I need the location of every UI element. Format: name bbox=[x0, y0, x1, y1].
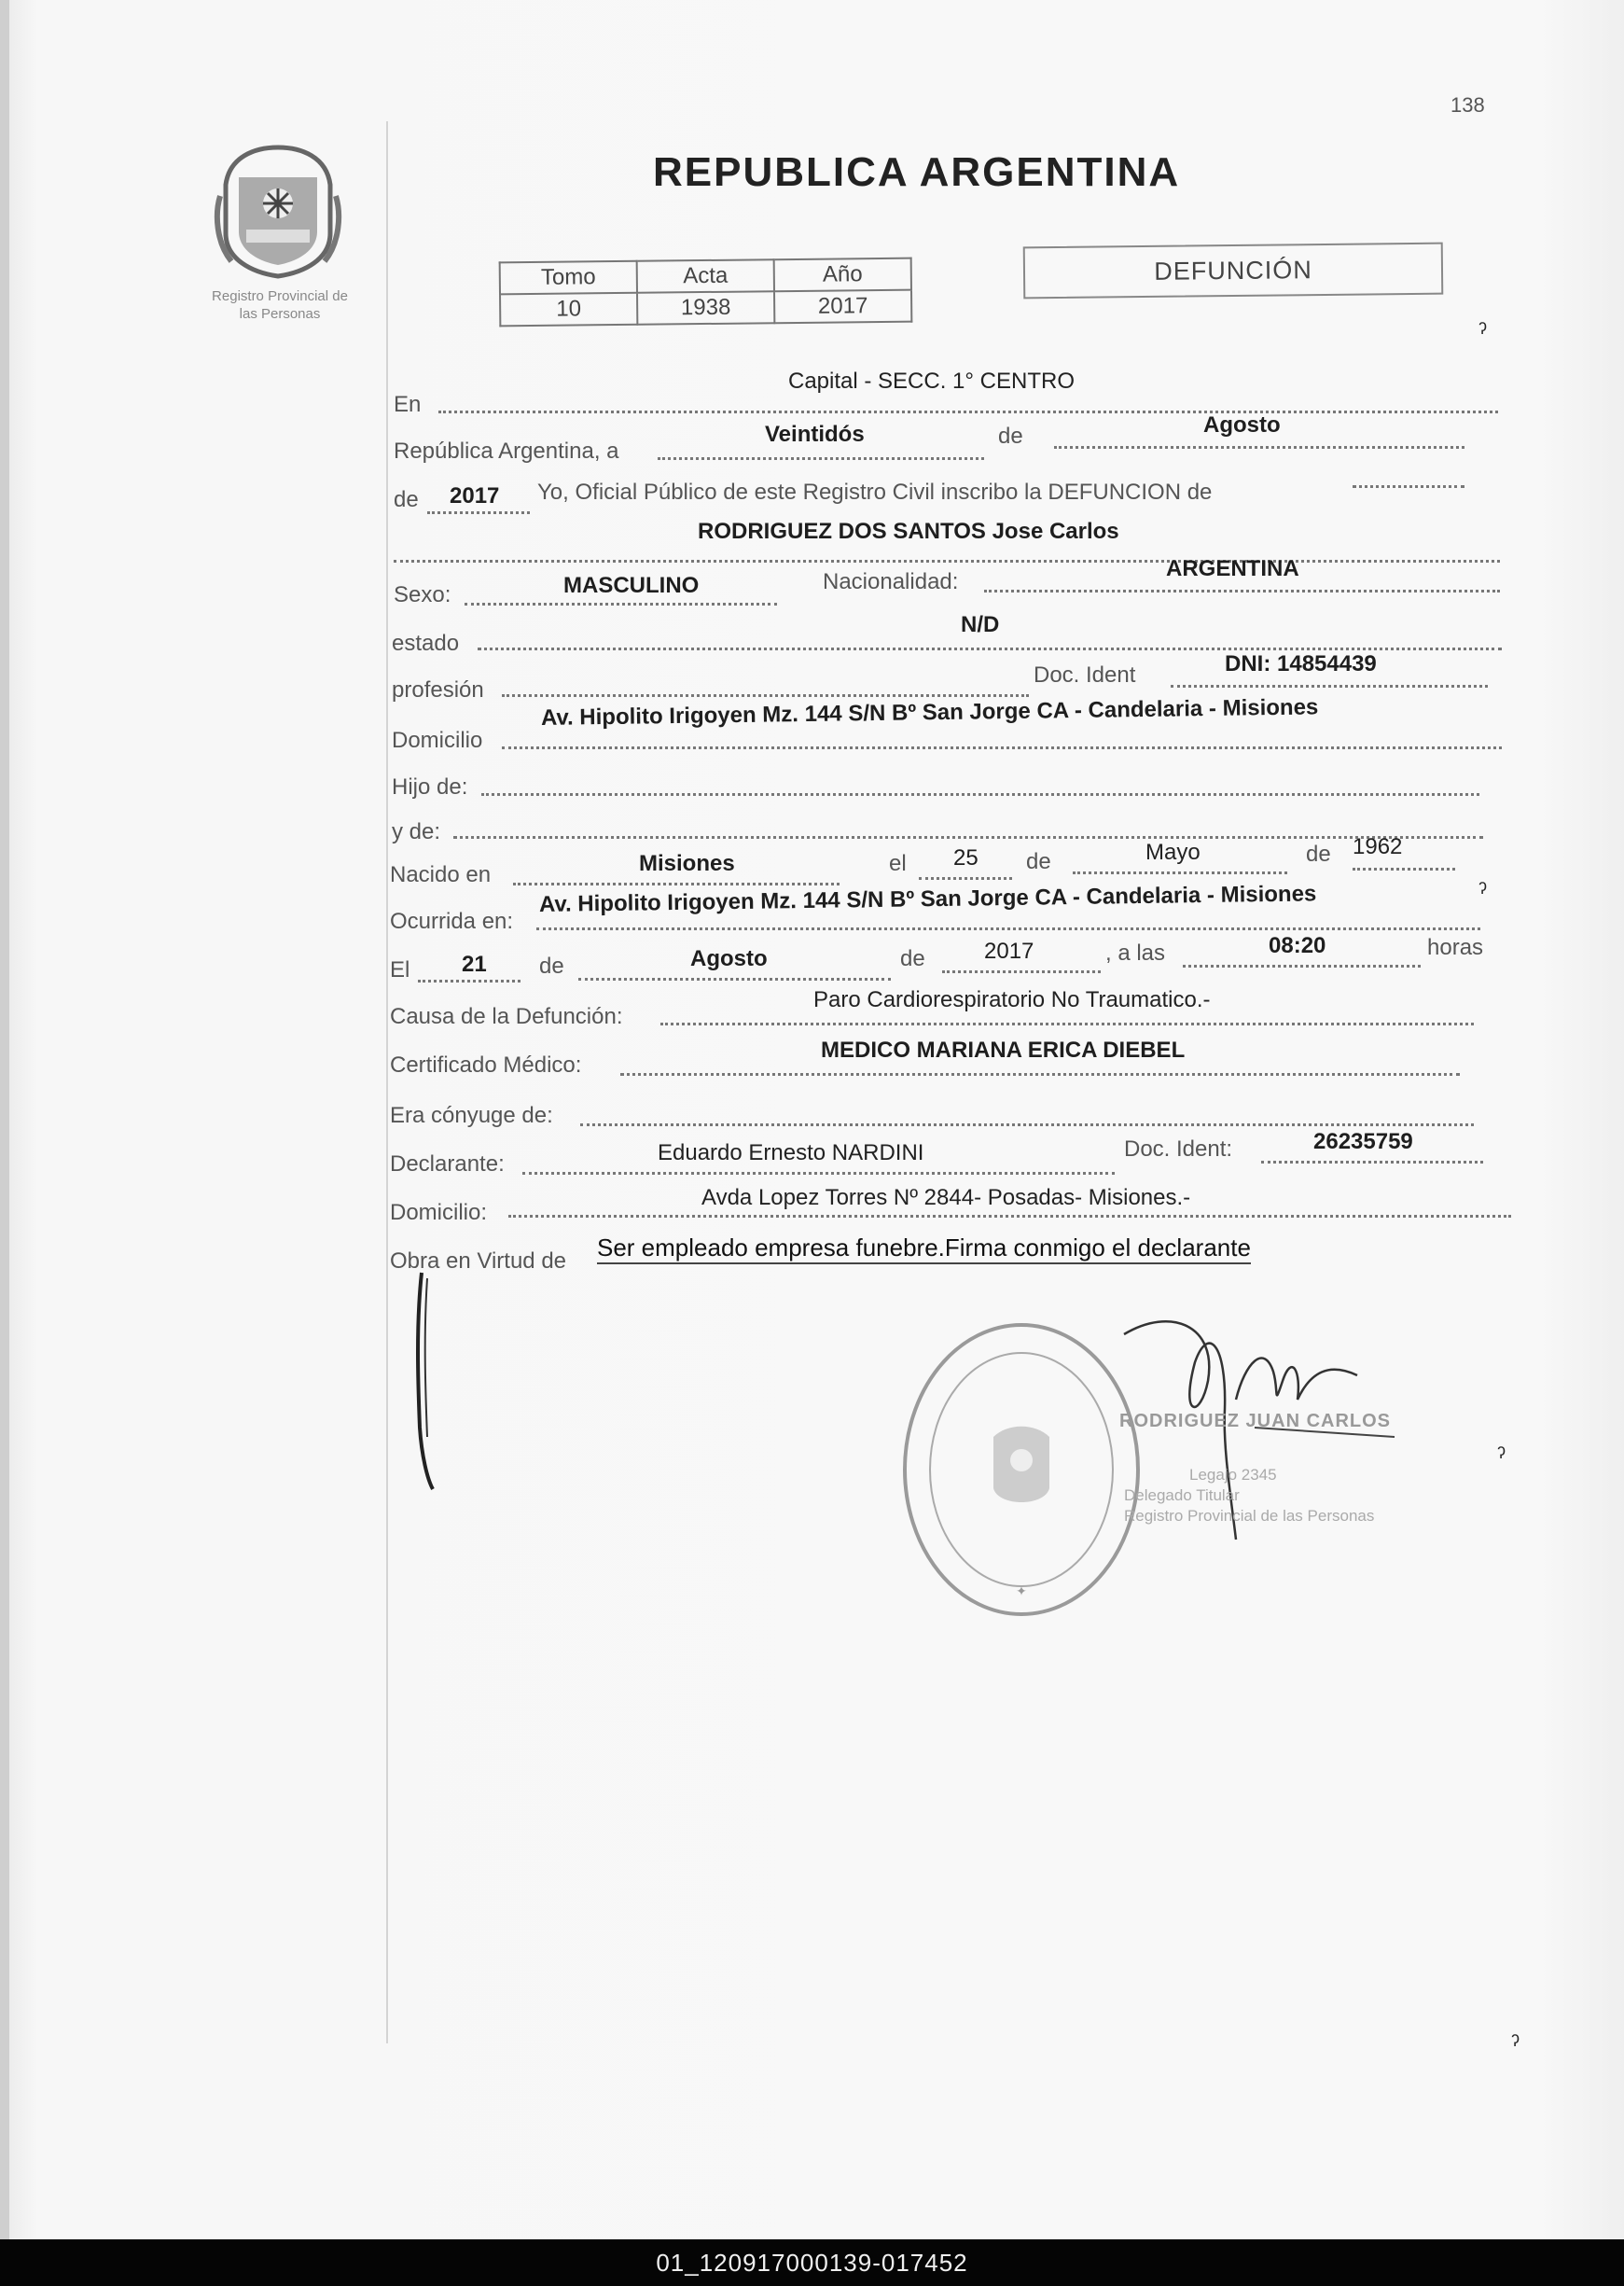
profesion-label: profesión bbox=[392, 677, 484, 703]
margin-line bbox=[386, 121, 388, 2043]
death-time: 08:20 bbox=[1269, 933, 1326, 958]
document-title: REPUBLICA ARGENTINA bbox=[653, 149, 1181, 195]
page-number: 138 bbox=[1450, 93, 1485, 117]
birth-month: Mayo bbox=[1145, 840, 1201, 865]
nacionalidad-label: Nacionalidad: bbox=[823, 569, 959, 594]
yde-line bbox=[453, 836, 1483, 839]
declarante-doc: 26235759 bbox=[1313, 1129, 1413, 1154]
margin-tick: ˀ bbox=[1497, 1442, 1506, 1470]
obra-value: Ser empleado empresa funebre.Firma conmigo el declarante bbox=[597, 1234, 1251, 1264]
nacido-line bbox=[513, 883, 840, 885]
death-year: 2017 bbox=[984, 939, 1034, 964]
certificado-value: MEDICO MARIANA ERICA DIEBEL bbox=[821, 1038, 1186, 1063]
birth-year: 1962 bbox=[1353, 834, 1403, 859]
ref-value-anio: 2017 bbox=[774, 290, 911, 324]
ref-value-tomo: 10 bbox=[500, 293, 637, 327]
year-value: 2017 bbox=[450, 483, 500, 509]
reference-table bbox=[499, 258, 913, 328]
signature-legajo: Legajo 2345 bbox=[1189, 1466, 1277, 1484]
pen-stroke-mark bbox=[410, 1269, 448, 1493]
certificado-line bbox=[620, 1073, 1460, 1076]
official-line bbox=[1353, 485, 1464, 488]
domicilio2-label: Domicilio: bbox=[390, 1200, 488, 1225]
margin-tick: ˀ bbox=[1511, 2029, 1520, 2057]
de-label-2: de bbox=[394, 487, 419, 512]
doc-value: DNI: 14854439 bbox=[1225, 651, 1377, 676]
ref-header-acta: Acta bbox=[637, 259, 774, 293]
declarante-value: Eduardo Ernesto NARDINI bbox=[658, 1140, 924, 1165]
signature-role-2: Registro Provincial de las Personas bbox=[1124, 1507, 1375, 1525]
certificado-label: Certificado Médico: bbox=[390, 1052, 582, 1078]
conyuge-line bbox=[580, 1123, 1474, 1126]
alas-label: , a las bbox=[1105, 941, 1166, 966]
domicilio2-line bbox=[508, 1215, 1511, 1218]
record-type-box: DEFUNCIÓN bbox=[1023, 243, 1444, 300]
death-day-line bbox=[418, 980, 521, 983]
logo-caption-line-1: Registro Provincial de bbox=[212, 288, 348, 304]
nacido-label: Nacido en bbox=[390, 862, 492, 887]
death-time-line bbox=[1183, 965, 1421, 968]
margin-tick: ˀ bbox=[1478, 317, 1488, 345]
signature-name: RODRIGUEZ JUAN CARLOS bbox=[1119, 1411, 1392, 1431]
yde-label: y de: bbox=[392, 819, 441, 844]
declarante-doc-line bbox=[1261, 1161, 1483, 1164]
death-month-line bbox=[578, 978, 891, 981]
death-day: 21 bbox=[462, 952, 487, 977]
obra-label: Obra en Virtud de bbox=[390, 1248, 567, 1274]
page-binding-edge bbox=[0, 0, 9, 2239]
declarante-line bbox=[522, 1172, 1115, 1175]
provincial-emblem-logo bbox=[213, 140, 343, 280]
birth-day-line bbox=[919, 877, 1012, 880]
profesion-line bbox=[502, 694, 1029, 697]
estado-label: estado bbox=[392, 631, 460, 656]
day-line bbox=[658, 457, 984, 460]
official-seal-stamp bbox=[895, 1316, 1147, 1624]
ref-value-acta: 1938 bbox=[637, 291, 774, 325]
causa-line bbox=[660, 1023, 1474, 1025]
deceased-name: RODRIGUEZ DOS SANTOS Jose Carlos bbox=[698, 519, 1119, 544]
ocurrida-value: Av. Hipolito Irigoyen Mz. 144 S/N Bº San Jorge CA - Candelaria - Misiones bbox=[538, 881, 1317, 917]
sexo-line bbox=[465, 603, 777, 606]
signature-details bbox=[1124, 1465, 1374, 1526]
ref-header-anio: Año bbox=[774, 258, 911, 292]
en-label: En bbox=[394, 392, 422, 417]
margin-tick: ˀ bbox=[1478, 877, 1488, 905]
de-label-4: de bbox=[1306, 842, 1331, 867]
official-text: Yo, Oficial Público de este Registro Civil inscribo la DEFUNCION de bbox=[537, 480, 1213, 505]
birth-day: 25 bbox=[953, 845, 979, 871]
death-month: Agosto bbox=[690, 946, 768, 971]
de-label-3: de bbox=[1026, 849, 1051, 874]
logo-caption-line-2: las Personas bbox=[239, 306, 321, 322]
sexo-value: MASCULINO bbox=[563, 573, 700, 598]
el-label: el bbox=[889, 851, 907, 876]
nacionalidad-line bbox=[984, 590, 1500, 592]
day-value: Veintidós bbox=[765, 422, 865, 447]
sexo-label: Sexo: bbox=[394, 582, 451, 607]
el-upper-label: El bbox=[390, 957, 410, 983]
republica-label: República Argentina, a bbox=[394, 439, 619, 464]
declarante-label: Declarante: bbox=[390, 1151, 505, 1177]
logo-caption bbox=[187, 287, 373, 323]
domicilio-value: Av. Hipolito Irigoyen Mz. 144 S/N Bº San Jorge CA - Candelaria - Misiones bbox=[540, 694, 1319, 731]
causa-value: Paro Cardiorespiratorio No Traumatico.- bbox=[813, 987, 1211, 1012]
nacido-value: Misiones bbox=[639, 851, 735, 876]
estado-line bbox=[478, 648, 1502, 650]
doc-line bbox=[1171, 685, 1488, 688]
nacionalidad-value: ARGENTINA bbox=[1166, 556, 1299, 581]
birth-month-line bbox=[1073, 871, 1287, 874]
hijo-line bbox=[481, 793, 1479, 796]
horas-label: horas bbox=[1427, 935, 1484, 960]
hijo-label: Hijo de: bbox=[392, 774, 468, 800]
de-label-5: de bbox=[539, 954, 564, 979]
domicilio2-value: Avda Lopez Torres Nº 2844- Posadas- Misiones.- bbox=[701, 1185, 1191, 1210]
en-line bbox=[438, 411, 1498, 413]
svg-text:✦: ✦ bbox=[1016, 1583, 1027, 1598]
death-year-line bbox=[942, 970, 1101, 973]
domicilio-label: Domicilio bbox=[392, 728, 483, 753]
de-label-1: de bbox=[998, 424, 1023, 449]
estado-value: N/D bbox=[961, 612, 1000, 637]
footer-id-bar: 01_120917000139-017452 bbox=[0, 2239, 1624, 2286]
signature-role-1: Delegado Titular bbox=[1124, 1486, 1240, 1504]
en-value: Capital - SECC. 1° CENTRO bbox=[788, 369, 1075, 394]
birth-year-line bbox=[1353, 868, 1455, 871]
conyuge-label: Era cónyuge de: bbox=[390, 1103, 553, 1128]
doc-label: Doc. Ident bbox=[1034, 662, 1136, 688]
month-value: Agosto bbox=[1203, 412, 1281, 438]
year-line bbox=[427, 511, 530, 514]
causa-label: Causa de la Defunción: bbox=[390, 1004, 623, 1029]
name-line bbox=[394, 560, 1500, 563]
de-label-6: de bbox=[900, 946, 925, 971]
ref-header-tomo: Tomo bbox=[500, 261, 637, 295]
domicilio-line bbox=[502, 746, 1502, 749]
ocurrida-label: Ocurrida en: bbox=[390, 909, 514, 934]
month-line bbox=[1054, 446, 1464, 449]
ocurrida-line bbox=[536, 927, 1480, 930]
doc-ident-label: Doc. Ident: bbox=[1124, 1136, 1233, 1162]
